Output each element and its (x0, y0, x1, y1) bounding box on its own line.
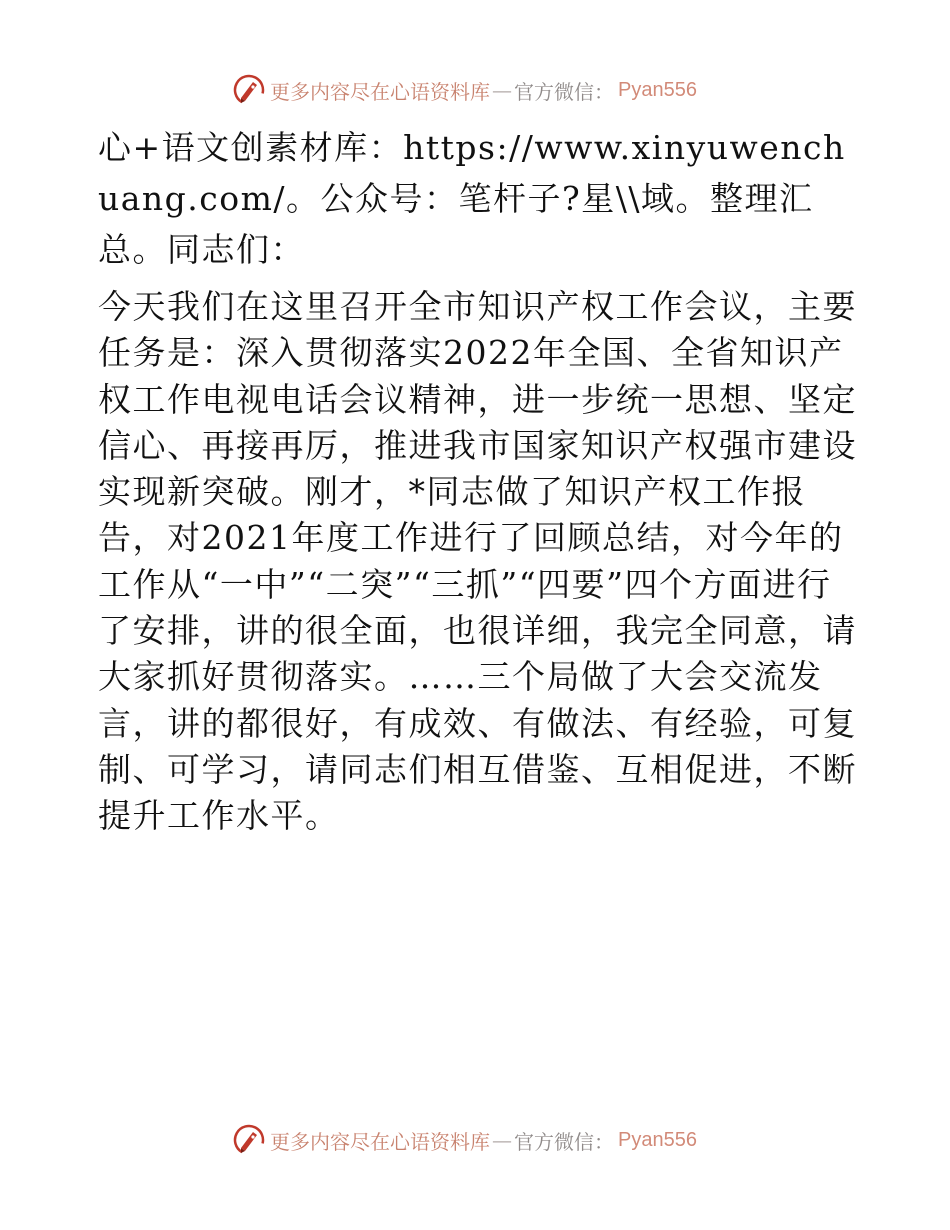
fountain-pen-logo-icon (232, 73, 266, 107)
watermark-wechat-label: 官方微信： (514, 1129, 614, 1154)
header-watermark (232, 70, 752, 110)
watermark-main-text: 更多内容尽在心语资料库 (270, 79, 490, 104)
speech-paragraph: 今天我们在这里召开全市知识产权工作会议，主要任务是：深入贯彻落实2022年全国、全省知识产权工作电视电话会议精神，进一步统一思想、坚定信心、再接再厉，推进我市国家知识产权强市建设实现新突破。刚才，*同志做了知识产权工作报告，对2021年度工作进行了回顾总结，对今年的工作从“一中”“二突”“三抓”“四要”四个方面进行了安排，讲的很全面，也很详细，我完全同意，请大家抓好贯彻落实。……三个局做了大会交流发言，讲的都很好，有成效、有做法、有经验，可复制、可学习，请同志们相互借鉴、互相促进，不断提升工作水平。 (98, 287, 857, 836)
watermark-wechat-id: Pyan556 (618, 78, 697, 101)
document-body (98, 122, 858, 840)
fountain-pen-logo-icon (232, 1123, 266, 1157)
watermark-main-text: 更多内容尽在心语资料库 (270, 1129, 490, 1154)
intro-paragraph: 心+语文创素材库：https://www.xinyuwenchuang.com/。公众号：笔杆子?星\\域。整理汇总。同志们： (98, 128, 846, 269)
watermark-wechat-id: Pyan556 (618, 1128, 697, 1151)
watermark-wechat-label: 官方微信： (514, 79, 614, 104)
watermark-dash: — (492, 1128, 512, 1152)
footer-watermark (232, 1120, 752, 1160)
watermark-dash: — (492, 78, 512, 102)
